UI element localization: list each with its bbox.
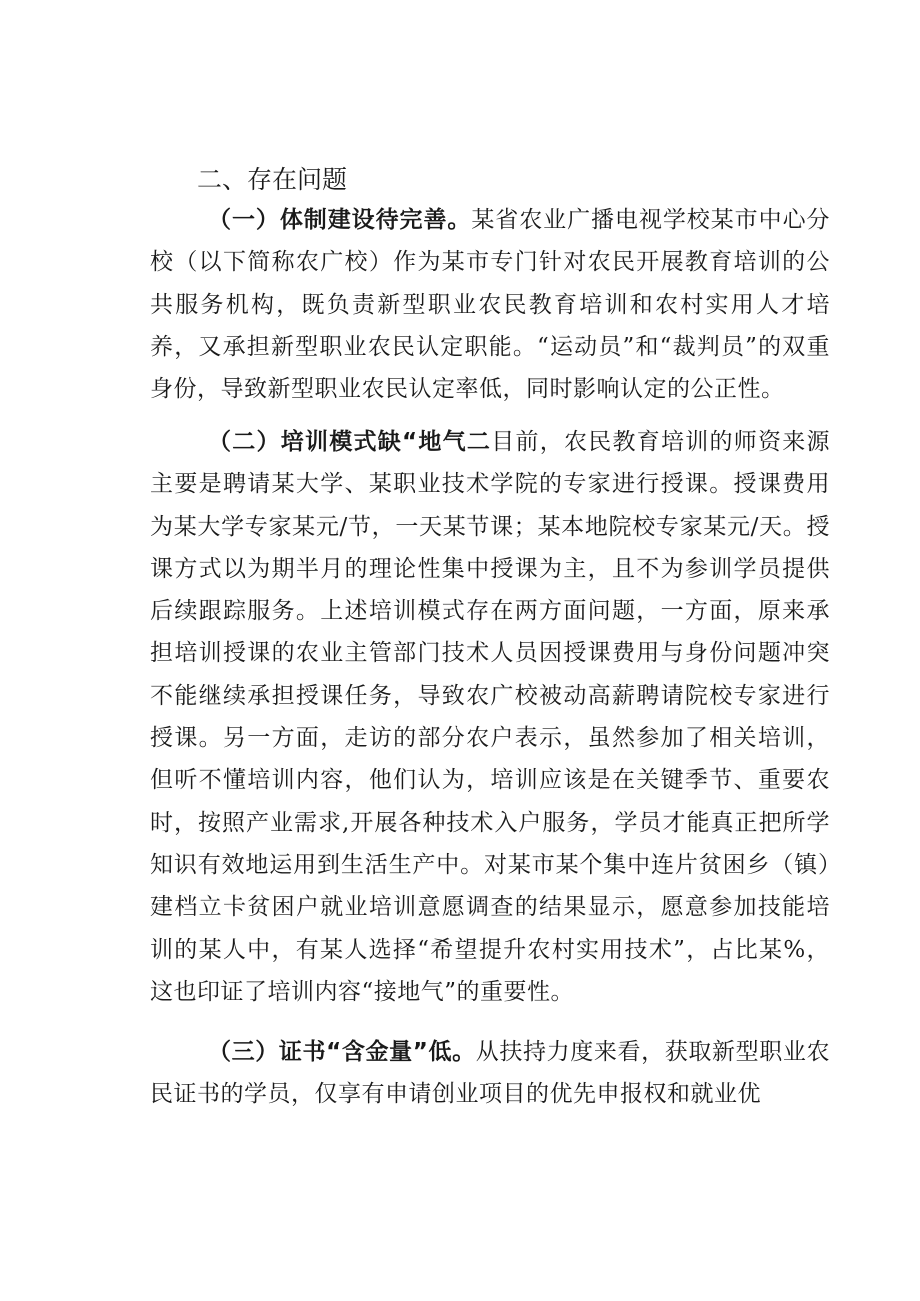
paragraph-body: 目前，农民教育培训的师资来源主要是聘请某大学、某职业技术学院的专家进行授课。授课费用为某大学专家某元/节，一天某节课；某本地院校专家某元/天。授课方式以为期半月的理论性集中授课为主，且不为参训学员提供后续跟踪服务。上述培训模式存在两方面问题，一方面，原来承担培训授课的农业主管部门技术人员因授课费用与身份问题冲突不能继续承担授课任务，导致农广校被动高薪聘请院校专家进行授课。另一方面，走访的部分农户表示，虽然参加了相关培训，但听不懂培训内容，他们认为，培训应该是在关键季节、重要农时，按照产业需求,开展各种技术入户服务，学员才能真正把所学知识有效地运用到生活生产中。对某市某个集中连片贫困乡（镇）建档立卡贫困户就业培训意愿调查的结果显示，愿意参加技能培训的某人中，有某人选择“希望提升农村实用技术”，占比某%，这也印证了培训内容“接地气”的重要性。	[150, 429, 831, 1005]
paragraph-certificate	[150, 1031, 830, 1116]
paragraph-institution	[150, 199, 830, 410]
paragraph-training-model	[150, 421, 830, 1013]
paragraph-lead: （三）证书“含金量”低。	[208, 1039, 476, 1065]
paragraph-lead: （二）培训模式缺“地气二	[208, 429, 492, 455]
paragraph-body: 从扶持力度来看，获取新型职业农民证书的学员，仅享有申请创业项目的优先申报权和就业优	[150, 1039, 831, 1108]
section-heading: 二、存在问题	[197, 165, 348, 194]
paragraph-lead: （一）体制建设待完善。	[208, 207, 472, 233]
paragraph-body: 某省农业广播电视学校某市中心分校（以下简称农广校）作为某市专门针对农民开展教育培训的公共服务机构，既负责新型职业农民教育培训和农村实用人才培养，又承担新型职业农民认定职能。“运动员”和“裁判员”的双重身份，导致新型职业农民认定率低，同时影响认定的公正性。	[150, 207, 831, 403]
